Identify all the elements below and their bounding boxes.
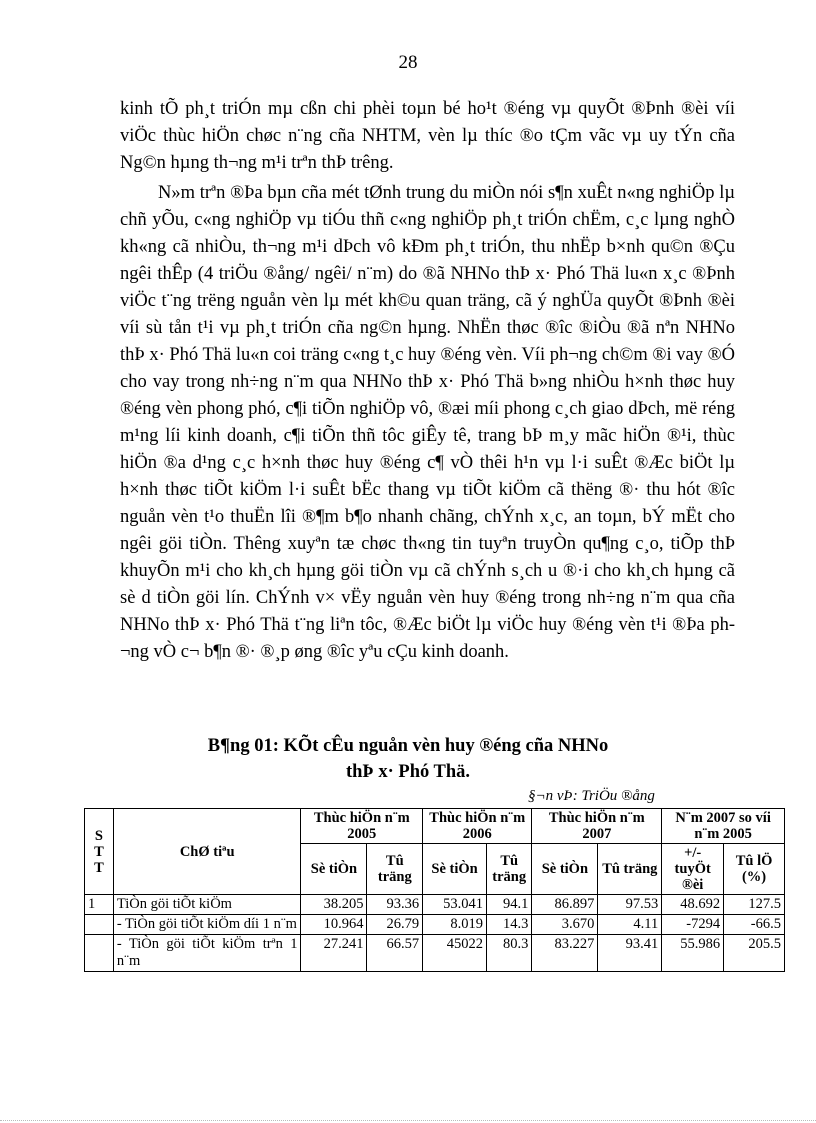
row-indicator: - TiÒn göi tiÕt kiÖm díi 1 n¨m [113, 915, 301, 935]
group-header-comparison: N¨m 2007 so víi n¨m 2005 [662, 809, 785, 844]
table-cell: 94.1 [487, 895, 532, 915]
unit-note: §¬n vÞ: TriÖu ®ång [528, 788, 655, 804]
sub-header: Sè tiÒn [423, 844, 487, 895]
table-cell: 10.964 [301, 915, 367, 935]
table-cell: 93.36 [367, 895, 423, 915]
row-stt [85, 935, 114, 972]
sub-header: +/- tuyÖt ®èi [662, 844, 724, 895]
page-bottom-divider [0, 1120, 816, 1121]
sub-header: Tû träng [487, 844, 532, 895]
paragraph-1: kinh tÕ ph¸t triÓn mµ cßn chi phèi toµn bé ho¹t ®éng vµ quyÕt ®Þnh ®èi víi viÖc thùc hiÖn chøc n¨ng cña NHTM, vèn lµ thíc ®o tÇm vãc vµ uy tÝn cña Ng©n hµng th¬ng m¹i trªn thÞ trêng. [120, 99, 735, 173]
page-number: 28 [398, 52, 418, 73]
table-cell: 83.227 [532, 935, 598, 972]
table-cell: 26.79 [367, 915, 423, 935]
table-cell: 205.5 [724, 935, 785, 972]
table-cell: 97.53 [598, 895, 662, 915]
table-cell: 80.3 [487, 935, 532, 972]
table-cell: 38.205 [301, 895, 367, 915]
table-cell: 93.41 [598, 935, 662, 972]
sub-header: Sè tiÒn [301, 844, 367, 895]
paragraph-2: N»m trªn ®Þa bµn cña mét tØnh trung du miÒn nói s¶n xuÊt n«ng nghiÖp lµ chñ yÕu, c«ng nghiÖp vµ tiÓu thñ c«ng nghiÖp ph¸t triÓn chËm, c¸c lµng nghÒ kh«ng cã nhiÒu, th¬ng m¹i dÞch vô kÐm ph¸t triÓn, thu nhËp b×nh qu©n ®Çu ngêi thÊp (4 triÖu ®ång/ ngêi/ n¨m) do ®ã NHNo thÞ x· Phó Thä lu«n x¸c ®Þnh viÖc t¨ng trëng nguån vèn lµ mét kh©u quan träng, cã ý nghÜa quyÕt ®Þnh ®èi víi sù tån t¹i vµ ph¸t triÓn cña ng©n hµng. NhËn thøc ®îc ®iÒu ®ã nªn NHNo thÞ x· Phó Thä lu«n coi träng c«ng t¸c huy ®éng vèn. Víi ph¬ng ch©m ®i vay ®Ó cho vay trong nh÷ng n¨m qua NHNo thÞ x· Phó Thä b»ng nhiÒu h×nh thøc huy ®éng vèn phong phó, c¶i tiÕn nghiÖp vô, ®æi míi phong c¸ch giao dÞch, më réng m¹ng líi kinh doanh, c¶i tiÕn thñ tôc giÊy tê, trang bÞ m¸y mãc hiÖn ®¹i, thùc hiÖn ®a d¹ng c¸c h×nh thøc huy ®éng c¶ vÒ thêi h¹n vµ l·i suÊt ®Æc biÖt lµ h×nh thøc tiÕt kiÖm l·i suÊt bËc thang vµ tiÕt kiÖm cã thëng ®· thu hót ®îc nguån vèn t¹o thuËn lîi ®¶m b¶o nhanh chãng, chÝnh x¸c, an toµn, bÝ mËt cho ngêi göi tiÒn. Thêng xuyªn tæ chøc th«ng tin tuyªn truyÒn qu¶ng c¸o, tiÕp thÞ khuyÕn m¹i cho kh¸ch hµng göi tiÒn vµ cã chÝnh s¸ch u ®·i cho kh¸ch hµng cã sè d tiÒn göi lín. ChÝnh v× vËy nguån vèn huy ®éng trong nh÷ng n¨m qua cña NHNo thÞ x· Phó Thä t¨ng liªn tôc, ®Æc biÖt lµ viÖc huy ®éng vèn t¹i ®Þa ph¬ng vÒ c¬ b¶n ®· ®¸p øng ®îc yªu cÇu kinh doanh. [120, 183, 735, 662]
table-cell: 127.5 [724, 895, 785, 915]
capital-structure-table [84, 808, 785, 972]
table-cell: 8.019 [423, 915, 487, 935]
table-cell: 14.3 [487, 915, 532, 935]
row-indicator: TiÒn göi tiÕt kiÖm [113, 895, 301, 915]
table-cell: 53.041 [423, 895, 487, 915]
sub-header: Tû lÖ (%) [724, 844, 785, 895]
sub-header: Tû träng [598, 844, 662, 895]
table-cell: 55.986 [662, 935, 724, 972]
row-stt [85, 915, 114, 935]
table-cell: 3.670 [532, 915, 598, 935]
table-cell: -7294 [662, 915, 724, 935]
table-row [85, 895, 785, 915]
sub-header: Tû träng [367, 844, 423, 895]
group-header-2006: Thùc hiÖn n¨m 2006 [423, 809, 532, 844]
indicator-header: ChØ tiªu [113, 809, 301, 895]
stt-header: S T T [85, 809, 114, 895]
table-caption-line-2: thÞ x· Phó Thä. [345, 762, 471, 782]
sub-header: Sè tiÒn [532, 844, 598, 895]
group-header-2007: Thùc hiÖn n¨m 2007 [532, 809, 662, 844]
table-row [85, 935, 785, 972]
table-cell: 27.241 [301, 935, 367, 972]
row-indicator: - TiÒn göi tiÕt kiÖm trªn 1 n¨m [113, 935, 301, 972]
table-cell: 45022 [423, 935, 487, 972]
table-cell: 66.57 [367, 935, 423, 972]
table-row [85, 915, 785, 935]
table-caption-line-1: B¶ng 01: KÕt cÊu nguån vèn huy ®éng cña NHNo [207, 736, 609, 756]
table-cell: 4.11 [598, 915, 662, 935]
table-cell: -66.5 [724, 915, 785, 935]
row-stt: 1 [85, 895, 114, 915]
group-header-2005: Thùc hiÖn n¨m 2005 [301, 809, 423, 844]
table-cell: 86.897 [532, 895, 598, 915]
table-cell: 48.692 [662, 895, 724, 915]
table-header-row-1 [85, 809, 785, 844]
